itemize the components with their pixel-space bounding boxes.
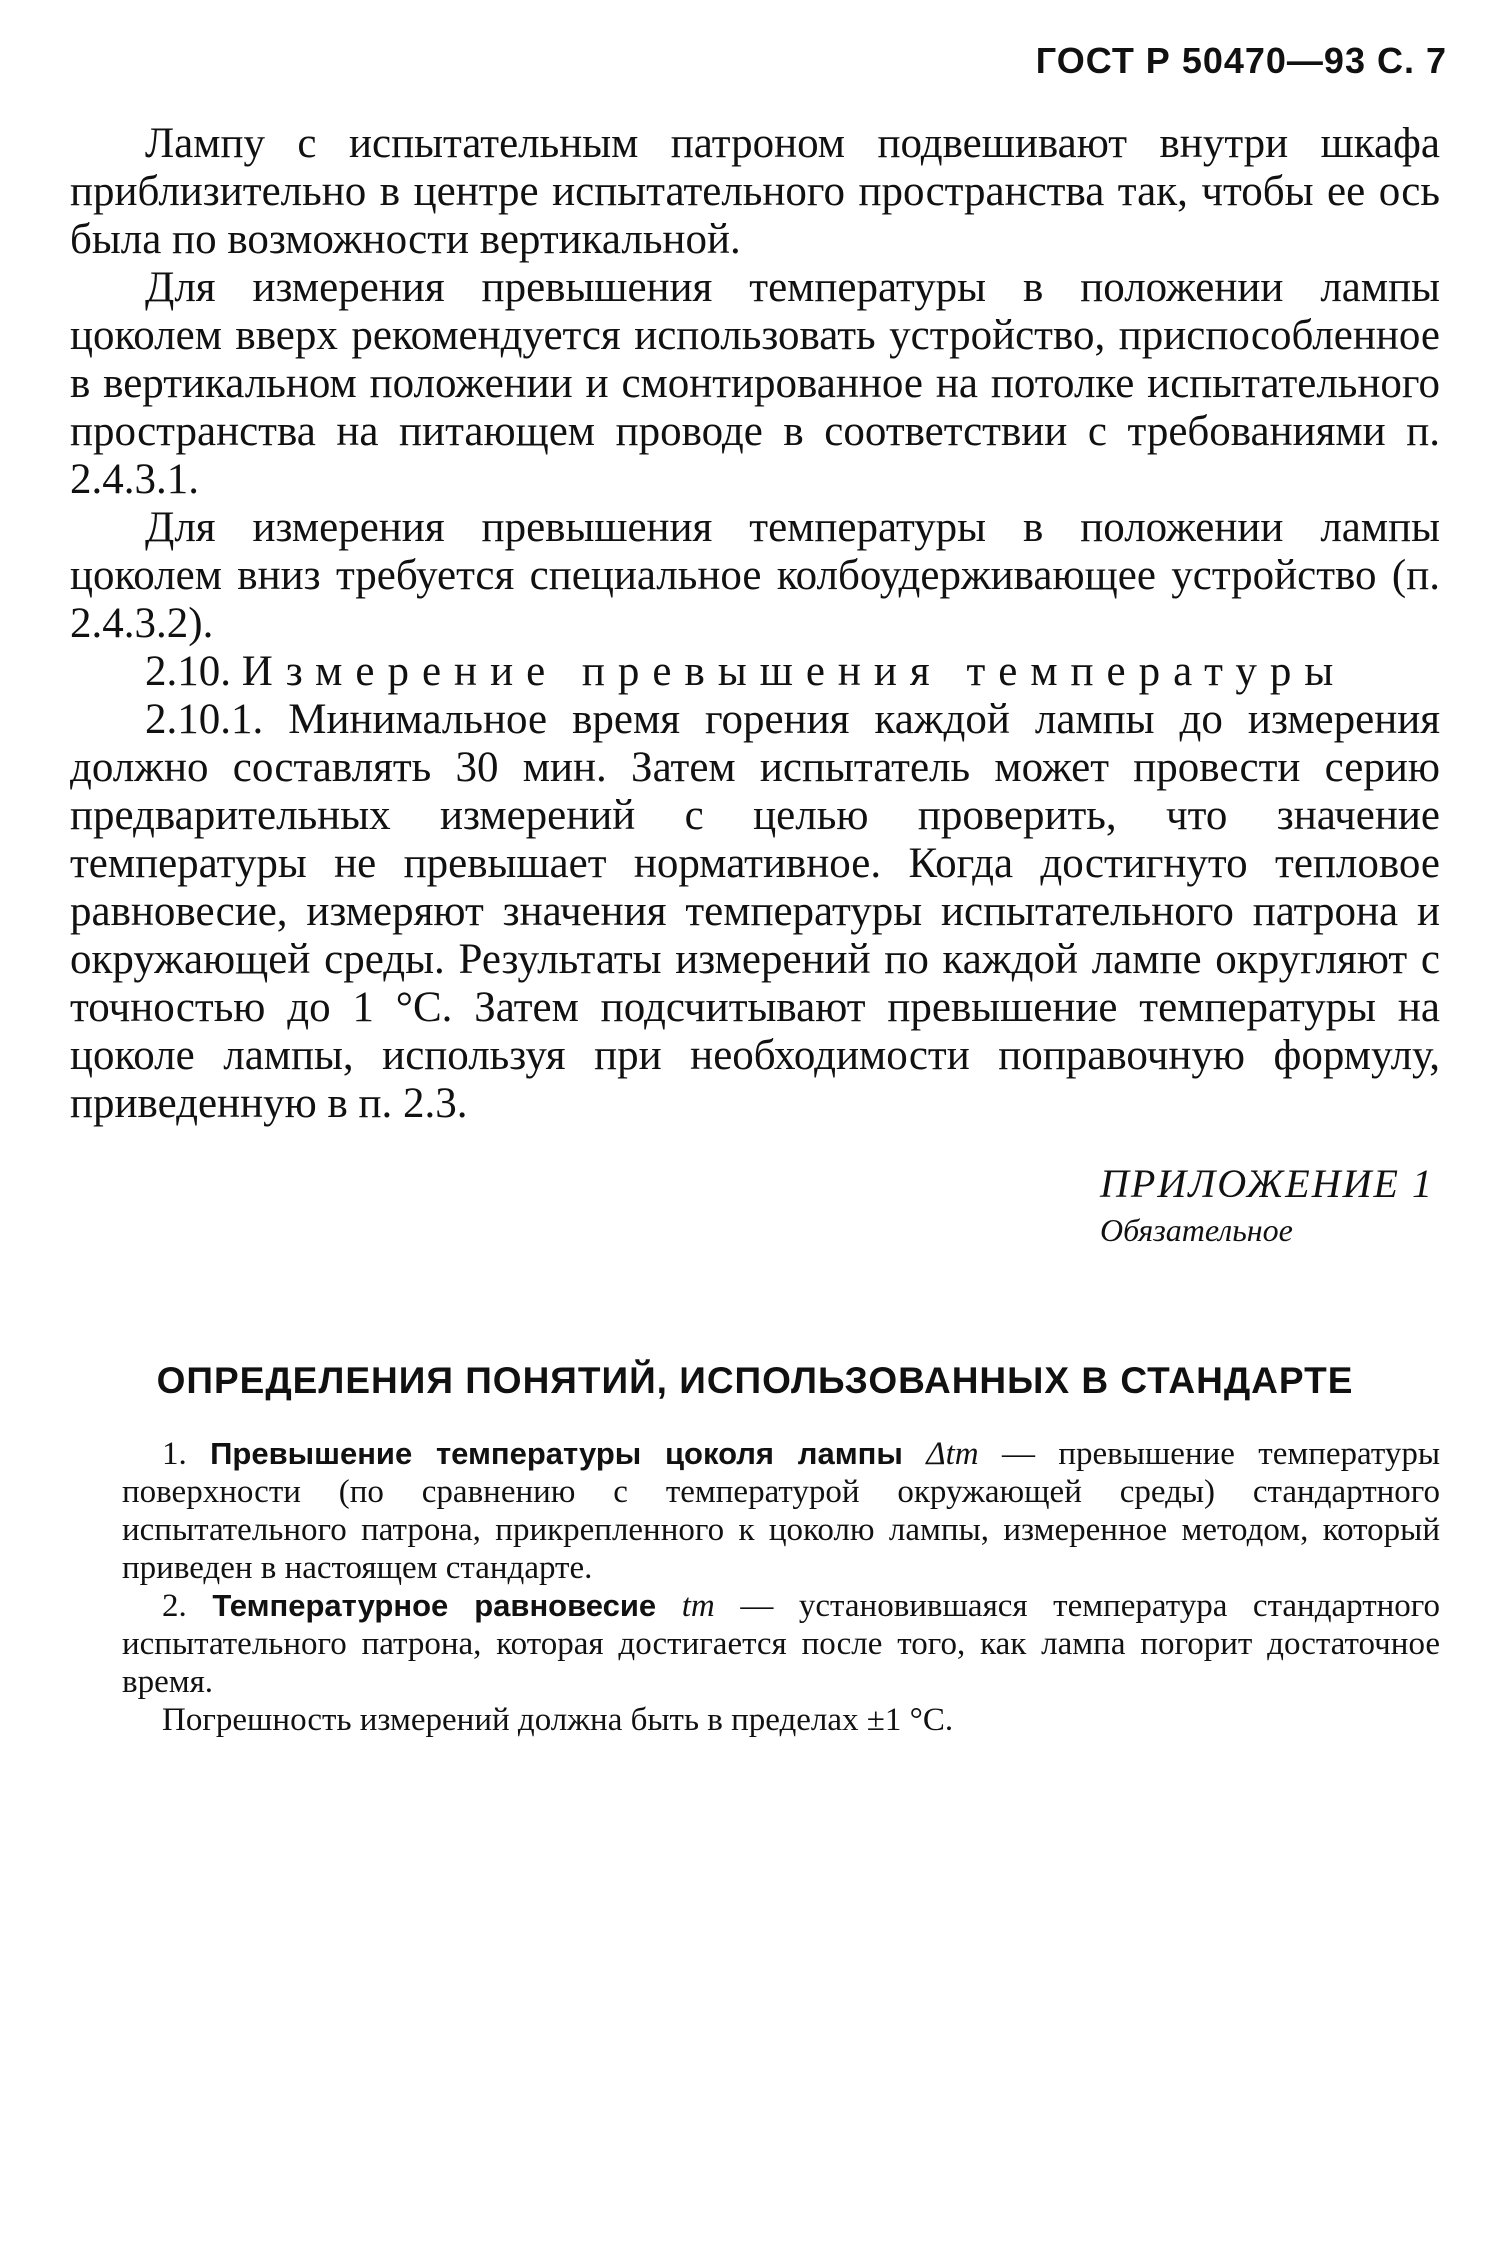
paragraph-measurement: 2.10.1. Минимальное время горения каждой лампы до измерения должно составлять 30 мин. Затем испытатель может провести серию предварительных измерений с целью проверить, что значение температуры не превышает нормативное. Когда достигнуто тепловое равновесие, измеряют значения температуры испытательного патрона и окружающей среды. Результаты измерений по каждой лампе округляют с точностью до 1 °С. Затем подсчитывают превышение температуры на цоколе лампы, используя при необходимости поправочную формулу, приведенную в п. 2.3. [70,696,1440,1127]
appendix-label [1100,1160,1440,1252]
paragraph-lamp-mounting: Лампу с испытательным патроном подвешивают внутри шкафа приблизительно в центре испытательного пространства так, чтобы ее ось была по возможности вертикальной. [70,120,1440,263]
definition-text: — превышение температуры поверхности (по сравнению с температурой окружающей среды) стандартного испытательного патрона, прикрепленного к цоколю лампы, измеренное методом, который приведен в настоящем стандарте. [122,1436,1440,1586]
definition-number: 2. [162,1588,187,1624]
definition-term: Превышение температуры цоколя лампы [210,1436,903,1471]
appendix-subtitle: Обязательное [1100,1212,1293,1248]
paragraph-cap-up: Для измерения превышения температуры в положении лампы цоколем вверх рекомендуется использовать устройство, приспособленное в вертикальном положении и смонтированное на потолке испытательного пространства на питающем проводе в соответствии с требованиями п. 2.4.3.1. [70,264,1440,503]
section-heading [70,648,1440,696]
section-title: Измерение превышения температуры [241,648,1347,695]
appendix-title: ПРИЛОЖЕНИЕ 1 [1100,1161,1434,1206]
paragraph-cap-down: Для измерения превышения температуры в положении лампы цоколем вниз требуется специальное колбоудерживающее устройство (п. 2.4.3.2). [70,504,1440,647]
definition-item [122,1435,1440,1587]
page-header: ГОСТ Р 50470—93 С. 7 [1035,40,1447,81]
definitions-list [122,1435,1440,1739]
definition-text: — установившаяся температура стандартного испытательного патрона, которая достигается после того, как лампа погорит достаточное время. [122,1588,1441,1700]
definition-symbol: tm [681,1588,715,1624]
definition-number: 1. [162,1436,187,1472]
main-body [70,120,1440,1128]
definition-term: Температурное равновесие [212,1588,657,1623]
definition-item [122,1587,1440,1701]
accuracy-note: Погрешность измерений должна быть в пределах ±1 °С. [162,1702,954,1738]
section-number: 2.10. [145,648,231,695]
definition-symbol: Δtm [926,1436,979,1472]
definitions-heading: ОПРЕДЕЛЕНИЯ ПОНЯТИЙ, ИСПОЛЬЗОВАННЫХ В СТАНДАРТЕ [156,1360,1354,1401]
